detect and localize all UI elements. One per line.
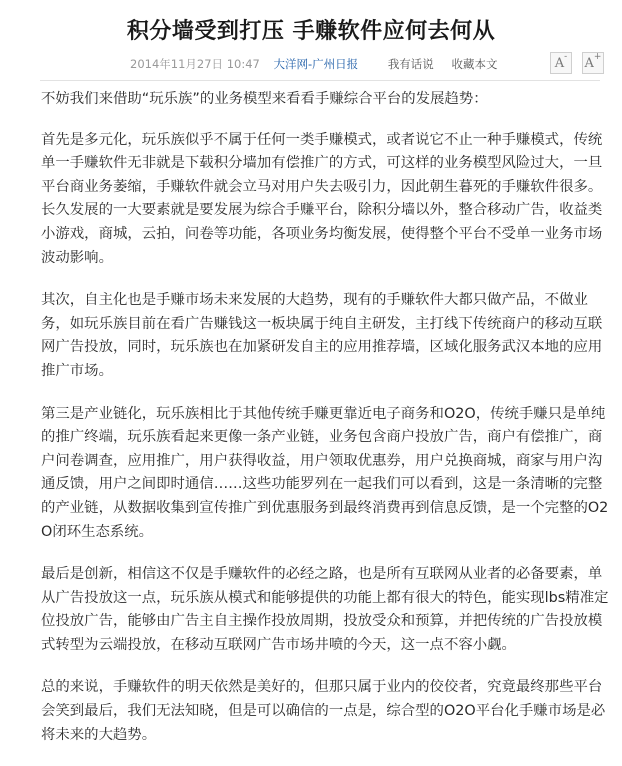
favorite-link[interactable]: 收藏本文 [451,57,498,71]
paragraph-conclusion: 总的来说，手赚软件的明天依然是美好的，但那只属于业内的佼佼者，究竟最终那些平台会笑到最后，我们无法知晓，但是可以确信的一点是，综合型的O2O平台化手赚市场是必将未来的大趋势。 [41,679,606,743]
article-body [41,88,611,766]
font-larger-button[interactable] [582,52,604,74]
comment-link[interactable]: 我有话说 [387,57,434,71]
paragraph-intro: 不妨我们来借助“玩乐族”的业务模型来看看手赚综合平台的发展趋势： [41,91,488,107]
paragraph-autonomy: 其次，自主化也是手赚市场未来发展的大趋势，现有的手赚软件大都只做产品，不做业务，如玩乐族目前在看广告赚钱这一板块属于纯自主研发，主打线下传统商户的移动互联网广告投放，同时，玩乐族也在加紧研发自主的应用推荐墙，区域化服务武汉本地的应用推广市场。 [41,292,603,379]
paragraph-diversification: 首先是多元化，玩乐族似乎不属于任何一类手赚模式，或者说它不止一种手赚模式，传统单一手赚软件无非就是下载积分墙加有偿推广的方式，可这样的业务模型风险过大，一旦平台商业务萎缩，手赚软件就会立马对用户失去吸引力，因此朝生暮死的手赚软件很多。长久发展的一大要素就是要发展为综合手赚平台，除积分墙以外，整合移动广告，收益类小游戏，商城，云拍，问卷等功能，各项业务均衡发展，使得整个平台不受单一业务市场波动影响。 [41,131,603,266]
publish-date: 2014年11月27日 10:47 [130,57,260,71]
font-larger-icon: A [584,56,594,71]
paragraph-industry-chain: 第三是产业链化，玩乐族相比于其他传统手赚更靠近电子商务和O2O，传统手赚只是单纯的推广终端，玩乐族看起来更像一条产业链，业务包含商户投放广告，商户有偿推广，商户问卷调查，应用推广，用户获得收益，用户领取优惠券，用户兑换商城，商家与用户沟通反馈，用户之间即时通信……这些功能罗列在一起我们可以看到，这是一条清晰的完整的产业链，从数据收集到宣传推广到优惠服务到最终消费再到信息反馈，是一个完整的O2O闭环生态系统。 [41,405,609,540]
font-smaller-icon: A [554,56,565,71]
font-smaller-button[interactable] [550,52,572,74]
font-smaller-sign: - [564,52,568,62]
title-divider [40,80,600,81]
font-larger-sign: + [593,52,602,62]
article-meta-bar [0,52,622,76]
source-link[interactable]: 大洋网-广州日报 [273,57,359,71]
article-meta [130,56,511,72]
paragraph-innovation: 最后是创新，相信这不仅是手赚软件的必经之路，也是所有互联网从业者的必备要素，单从广告投放这一点，玩乐族从模式和能够提供的功能上都有很大的特色，能实现lbs精准定位投放广告，能够由广告主自主操作投放周期，投放受众和预算，并把传统的广告投放模式转型为云端投放，在移动互联网广告市场井喷的今天，这一点不容小觑。 [41,566,609,653]
article-title: 积分墙受到打压 手赚软件应何去何从 [126,19,496,44]
